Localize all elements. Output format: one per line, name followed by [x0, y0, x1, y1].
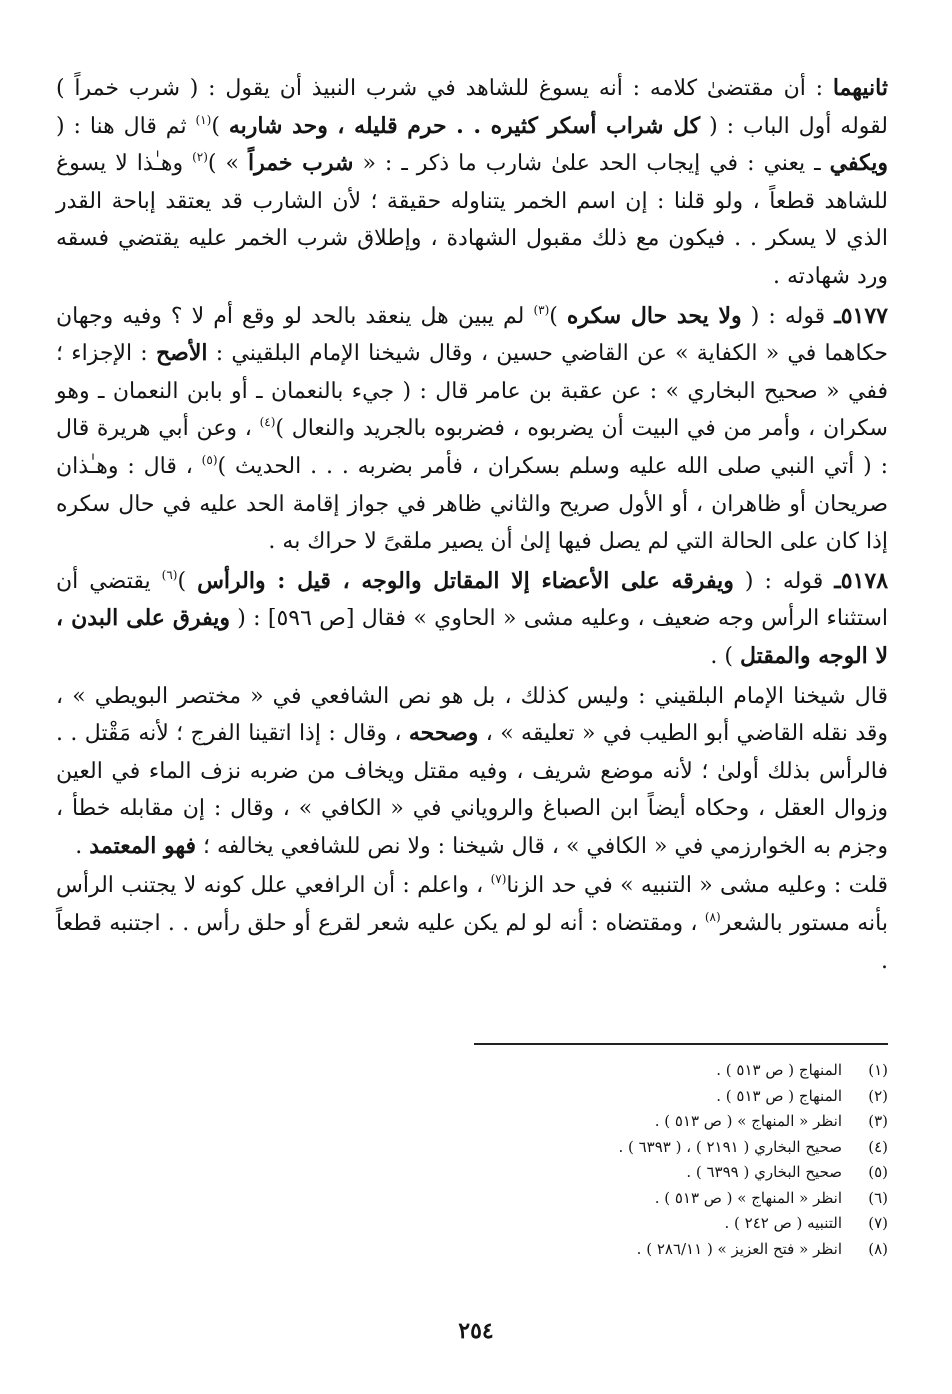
text-run: ، ومقتضاه : أنه لو لم يكن عليه شعر لقرع أو حلق رأس . . اجتنبه قطعاً .	[56, 911, 888, 974]
bold-text: ثانيهما	[832, 75, 888, 101]
text-run: ثم قال هنا : (	[56, 113, 196, 139]
text-run: )	[549, 303, 567, 329]
footnote-ref: (١)	[195, 112, 212, 127]
footnote-ref: (٣)	[533, 302, 550, 317]
footnote-text: صحيح البخاري ( ٢١٩١ ) ، ( ٦٣٩٣ ) .	[618, 1137, 842, 1156]
footnote-ref: (٦)	[161, 567, 178, 582]
footnote	[328, 1237, 888, 1263]
footnote	[328, 1058, 888, 1084]
footnote	[328, 1186, 888, 1212]
footnote-number: (٥)	[868, 1163, 888, 1181]
footnote-text: انظر « المنهاج » ( ص ٥١٣ ) .	[654, 1188, 842, 1207]
bold-text: وصححه	[408, 720, 479, 747]
footnote	[328, 1084, 888, 1110]
footnote-number: (١)	[868, 1061, 888, 1079]
bold-text: ويكفي	[829, 150, 888, 177]
text-run: ، واعلم : أن الرافعي علل كونه لا يجتنب الرأس بأنه مستور بالشعر	[56, 873, 888, 937]
footnote-ref: (٢)	[192, 150, 208, 165]
bold-text: شرب خمراً	[247, 150, 354, 177]
footnote-ref: (٨)	[704, 910, 721, 925]
footnote-text: انظر « المنهاج » ( ص ٥١٣ ) .	[654, 1112, 842, 1130]
footnote-text: المنهاج ( ص ٥١٣ ) .	[716, 1061, 842, 1079]
footnote-number: (٧)	[868, 1214, 888, 1232]
bold-text: الأصح	[155, 340, 208, 367]
footnote-text: المنهاج ( ص ٥١٣ ) .	[716, 1086, 842, 1105]
text-run: )	[211, 113, 229, 139]
text-run: ) .	[710, 643, 740, 669]
text-run: وهـٰذا لا يسوغ للشاهد قطعاً ، ولو قلنا : إن اسم الخمر يتناوله حقيقة ؛ لأن الشارب قد يعتقد إباحة القدر الذي لا يسكر . . فيكون مع ذلك مقبول الشهادة ، وإطلاق شرب الخمر عليه يقتضي فسقه ورد شهادته .	[56, 151, 888, 289]
footnote-number: (٦)	[868, 1188, 888, 1207]
text-run: : الإجزاء ؛ ففي « صحيح البخاري » : عن عقبة بن عامر قال : ( جيء بالنعمان ـ أو بابن النعمان ـ وهو سكران ، وأمر من في البيت أن يضربوه ، فضربوه بالجريد والنعال )	[56, 341, 889, 442]
footnote-text: انظر « فتح العزيز » ( ٢٨٦/١١ ) .	[636, 1239, 842, 1258]
footnotes	[328, 1058, 888, 1262]
text-run: )	[177, 568, 198, 594]
paragraph	[56, 678, 888, 866]
bold-text: ولا يحد حال سكره	[566, 302, 742, 329]
main-text	[56, 70, 888, 980]
footnote-ref: (٧)	[490, 872, 507, 887]
bold-text: ويفرق على البدن ، لا الوجه والمقتل	[56, 605, 888, 669]
footnote	[328, 1211, 888, 1237]
text-run: يقتضي أن استثناء الرأس وجه ضعيف ، وعليه مشى « الحاوي » فقال [ص ٥٩٦] : (	[56, 568, 889, 632]
footnote-text: التنبيه ( ص ٢٤٢ ) .	[724, 1214, 842, 1232]
text-run: ـ يعني : في إيجاب الحد علىٰ شارب ما ذكر ـ : «	[353, 151, 830, 177]
bold-text: فهو المعتمد	[89, 832, 197, 859]
text-run: ، وعن أبي هريرة قال : ( أتي النبي صلى الله عليه وسلم بسكران ، فأمر بضربه . . . الحديث )	[56, 416, 888, 479]
footnote	[328, 1109, 888, 1135]
footnote-text: صحيح البخاري ( ٦٣٩٩ ) .	[686, 1163, 842, 1181]
paragraph	[56, 867, 888, 980]
footnote-number: (٢)	[868, 1086, 888, 1105]
bold-text: كل شراب أسكر كثيره . . حرم قليله ، وحد شاربه	[228, 112, 701, 139]
paragraph	[56, 70, 888, 296]
footnote-divider	[474, 1043, 888, 1045]
footnote	[328, 1160, 888, 1186]
text-run: ، وقال : إذا اتقينا الفرج ؛ لأنه مَقْتل . . فالرأس بذلك أولىٰ ؛ لأنه موضع شريف ، وفيه مقتل ويخاف من ضربه نزف الماء في العين وزوال العقل ، وحكاه أيضاً ابن الصباغ والروياني في « الكافي » ، وقال : إن مقابله خطأ ، وجزم به الخوارزمي في « الكافي » ، قال شيخنا : ولا نص للشافعي يخالفه ؛	[56, 721, 888, 859]
footnote-number: (٣)	[868, 1112, 888, 1130]
text-run: قال شيخنا الإمام البلقيني : وليس كذلك ، بل هو نص الشافعي في « مختصر البويطي » ، وقد نقله القاضي أبو الطيب في « تعليقه » ،	[56, 683, 889, 747]
paragraph	[56, 298, 888, 561]
text-run: ، قال : وهـٰذان صريحان أو ظاهران ، أو الأول صريح والثاني ظاهر في جواز إقامة الحد عليه في حال سكره إذا كان على الحالة التي لم يصل فيها إلىٰ أن يصير ملقىً لا حراك به .	[56, 453, 888, 555]
footnote-number: (٨)	[868, 1239, 888, 1258]
text-run: قوله : (	[741, 303, 835, 329]
footnote	[328, 1135, 888, 1161]
text-run: قوله : (	[733, 568, 835, 594]
bold-text: ٥١٧٧ـ	[834, 302, 888, 329]
text-run: » )	[207, 151, 248, 177]
page-number: ٢٥٤	[458, 1318, 494, 1344]
text-run: قلت : وعليه مشى « التنبيه » في حد الزنا	[506, 873, 888, 899]
footnote-ref: (٤)	[259, 415, 276, 430]
text-run: لم يبين هل ينعقد بالحد لو وقع أم لا ؟ وفيه وجهان حكاهما في « الكفاية » عن القاضي حسين ، وقال شيخنا الإمام البلقيني :	[56, 303, 888, 367]
bold-text: ٥١٧٨ـ	[834, 567, 889, 594]
text-run: .	[75, 833, 90, 859]
paragraph	[56, 563, 888, 676]
bold-text: ويفرقه على الأعضاء إلا المقاتل والوجه ، قيل : والرأس	[197, 567, 734, 594]
footnote-number: (٤)	[868, 1137, 888, 1156]
footnote-ref: (٥)	[201, 452, 218, 467]
text-run: : أن مقتضىٰ كلامه : أنه يسوغ للشاهد في شرب النبيذ أن يقول : ( شرب خمراً ) لقوله أول الباب : (	[56, 76, 889, 139]
